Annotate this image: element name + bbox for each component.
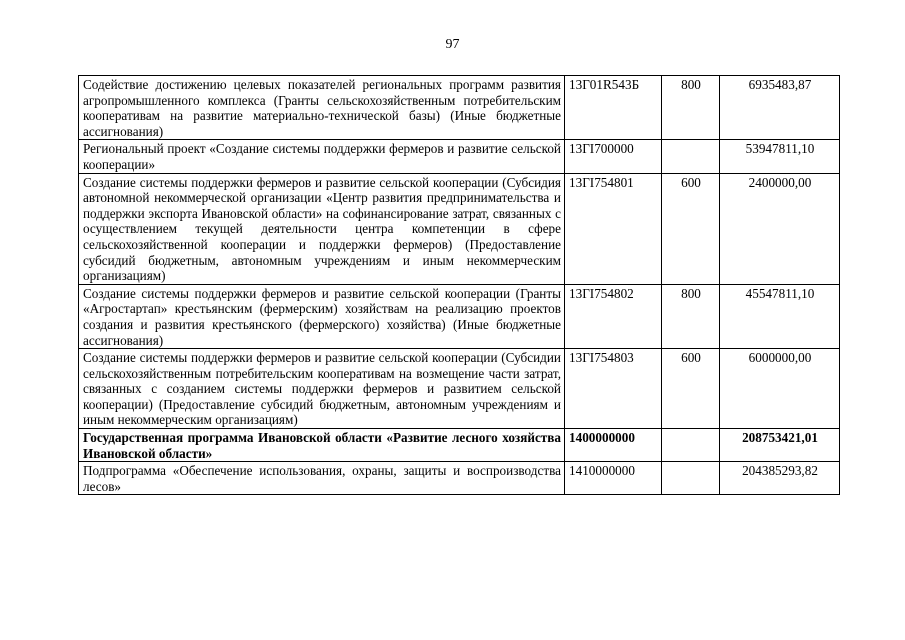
- expense-name-cell: Содействие достижению целевых показателей региональных программ развития агропромышленного комплекса (Гранты сельскохозяйственным потребительским кооперативам на развитие материально-технической базы) (Иные бюджетные ассигнования): [79, 76, 565, 140]
- amount-cell: 45547811,10: [720, 284, 840, 348]
- target-article-code-cell: 1410000000: [565, 462, 662, 495]
- expense-name-cell: Подпрограмма «Обеспечение использования, охраны, защиты и воспроизводства лесов»: [79, 462, 565, 495]
- target-article-code-cell: 13ГI754802: [565, 284, 662, 348]
- table-row: [79, 284, 840, 348]
- target-article-code-cell: 13Г01R543Б: [565, 76, 662, 140]
- amount-cell: 2400000,00: [720, 173, 840, 284]
- expense-name-cell: Создание системы поддержки фермеров и развитие сельской кооперации (Субсидии сельскохозяйственным потребительским кооперативам на возмещение части затрат, связанных с созданием системы поддержки фермеров и развитием сельской кооперации) (Предоставление субсидий бюджетным, автономным учреждениям и иным некоммерческим организациям): [79, 349, 565, 429]
- table-row: [79, 173, 840, 284]
- expense-type-cell: 600: [662, 173, 720, 284]
- expense-name-cell: Создание системы поддержки фермеров и развитие сельской кооперации (Гранты «Агростартап» крестьянским (фермерским) хозяйствам на реализацию проектов создания и развития крестьянского (фермерского) хозяйства) (Иные бюджетные ассигнования): [79, 284, 565, 348]
- budget-table: [78, 75, 840, 495]
- page-number: 97: [445, 37, 460, 52]
- table-row: [79, 349, 840, 429]
- amount-cell: 53947811,10: [720, 140, 840, 173]
- amount-cell: 6935483,87: [720, 76, 840, 140]
- expense-type-cell: 800: [662, 76, 720, 140]
- amount-cell: 6000000,00: [720, 349, 840, 429]
- amount-cell: 208753421,01: [720, 429, 840, 462]
- table-row: [79, 76, 840, 140]
- target-article-code-cell: 13ГI754803: [565, 349, 662, 429]
- expense-name-cell: Создание системы поддержки фермеров и развитие сельской кооперации (Субсидия автономной некоммерческой организации «Центр развития предпринимательства и поддержки экспорта Ивановской области» на софинансирование затрат, связанных с осуществлением текущей деятельности центра компетенции в сфере сельскохозяйственной кооперации и поддержки фермеров) (Предоставление субсидий бюджетным, автономным учреждениям и иным некоммерческим организациям): [79, 173, 565, 284]
- target-article-code-cell: 1400000000: [565, 429, 662, 462]
- table-row: [79, 462, 840, 495]
- expense-name-cell: Региональный проект «Создание системы поддержки фермеров и развитие сельской кооперации»: [79, 140, 565, 173]
- expense-type-cell: [662, 462, 720, 495]
- budget-table-body: [79, 76, 840, 495]
- table-row: [79, 140, 840, 173]
- expense-type-cell: 600: [662, 349, 720, 429]
- target-article-code-cell: 13ГI754801: [565, 173, 662, 284]
- expense-type-cell: 800: [662, 284, 720, 348]
- expense-name-cell: Государственная программа Ивановской области «Развитие лесного хозяйства Ивановской области»: [79, 429, 565, 462]
- table-row-program-total: [79, 429, 840, 462]
- expense-type-cell: [662, 429, 720, 462]
- target-article-code-cell: 13ГI700000: [565, 140, 662, 173]
- amount-cell: 204385293,82: [720, 462, 840, 495]
- expense-type-cell: [662, 140, 720, 173]
